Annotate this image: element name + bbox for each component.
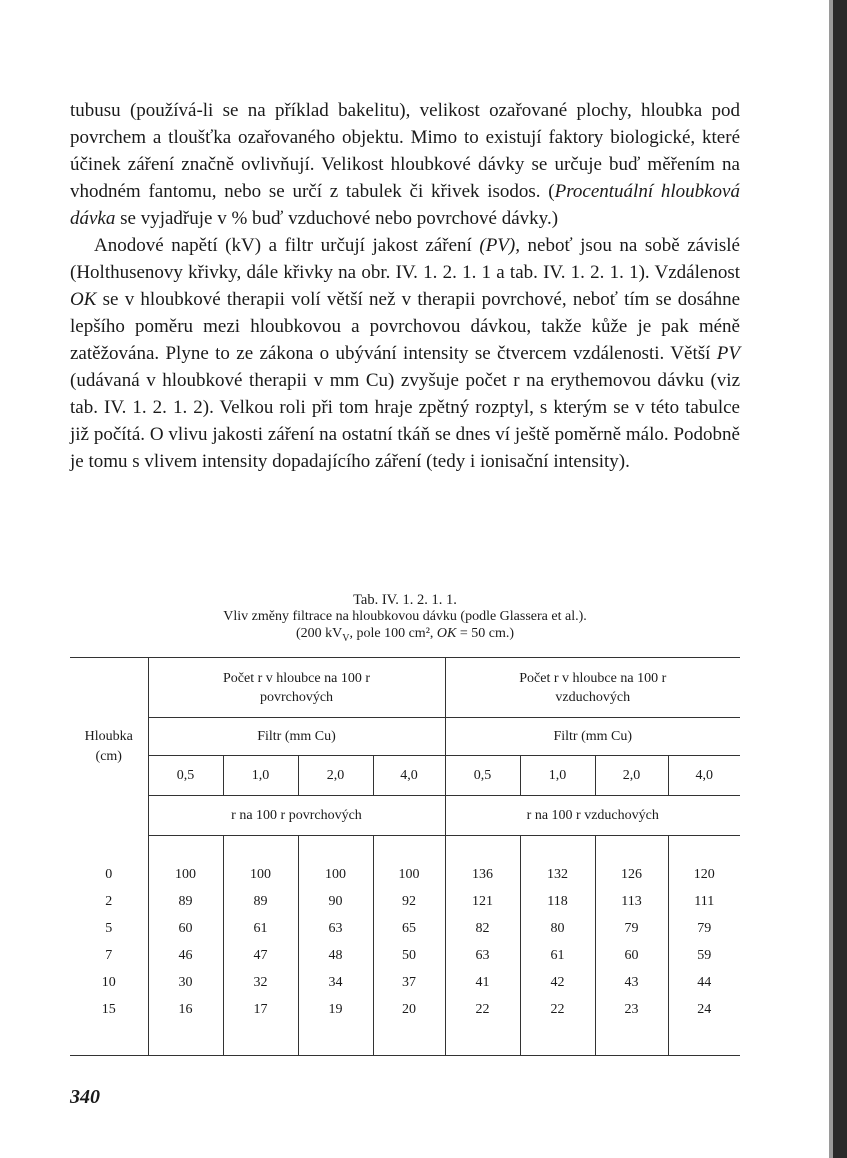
group-header-air: Počet r v hloubce na 100 r vzduchových bbox=[445, 658, 740, 718]
group-header-surface: Počet r v hloubce na 100 r povrchových bbox=[148, 658, 445, 718]
filter-value: 4,0 bbox=[373, 756, 445, 796]
filter-header-surface: Filtr (mm Cu) bbox=[148, 718, 445, 756]
unit-header-air: r na 100 r vzduchových bbox=[445, 796, 740, 836]
filter-value: 1,0 bbox=[520, 756, 595, 796]
table-caption-description: Vliv změny filtrace na hloubkovou dávku (podle Glassera et al.). bbox=[223, 609, 587, 624]
table-row: 2 89 89 90 92 121 118 113 111 bbox=[70, 889, 740, 916]
table-row: 0 100 100 100 100 136 132 126 120 bbox=[70, 862, 740, 889]
depth-dose-table bbox=[70, 657, 740, 1056]
table-row: 7 46 47 48 50 63 61 60 59 bbox=[70, 943, 740, 970]
table-caption-title: Tab. IV. 1. 2. 1. 1. bbox=[353, 592, 457, 608]
table-row: 10 30 32 34 37 41 42 43 44 bbox=[70, 970, 740, 997]
body-text bbox=[70, 97, 740, 475]
table-row: 5 60 61 63 65 82 80 79 79 bbox=[70, 916, 740, 943]
filter-value: 1,0 bbox=[223, 756, 298, 796]
page-edge bbox=[833, 0, 847, 1158]
filter-value: 2,0 bbox=[595, 756, 668, 796]
table-row: 15 16 17 19 20 22 22 23 24 bbox=[70, 997, 740, 1024]
paragraph-2: Anodové napětí (kV) a filtr určují jakost záření (PV), neboť jsou na sobě závislé (Holthusenovy křivky, dále křivky na obr. IV. 1. 2. 1. 1 a tab. IV. 1. 2. 1. 1). Vzdálenost OK se v hloubkové therapii volí větší než v therapii povrchové, neboť tím se dosáhne lepšího poměru mezi hloubkovou a povrchovou dávkou, takže kůže je pak méně zatěžována. Plyne to ze zákona o ubývání intensity se čtvercem vzdálenosti. Větší PV (udávaná v hloubkové therapii v mm Cu) zvyšuje počet r na erythemovou dávku (viz tab. IV. 1. 2. 1. 2). Velkou roli při tom hraje zpětný rozptyl, s kterým se v této tabulce již počítá. O vlivu jakosti záření na ostatní tkáň se dnes ví ještě poměrně málo. Podobně je tomu s vlivem intensity dopadajícího záření (tedy i ionisační intensity). bbox=[70, 235, 740, 472]
filter-value: 4,0 bbox=[668, 756, 740, 796]
depth-header: Hloubka (cm) bbox=[70, 658, 148, 836]
table-caption-conditions: (200 $kV_V$, pole 100 cm², OK = 50 cm.) bbox=[295, 626, 515, 644]
paragraph-1: tubusu (používá-li se na příklad bakelitu), velikost ozařované plochy, hloubka pod povrchem a tloušťka ozařovaného objektu. Mimo to existují faktory biologické, které účinek záření značně ovlivňují. Velikost hloubkové dávky se určuje buď měřením na vhodném fantomu, nebo se určí z tabulek či křivek isodos. (Procentuální hloubková dávka se vyjadřuje v % buď vzduchové nebo povrchové dávky.) bbox=[70, 100, 740, 229]
filter-header-air: Filtr (mm Cu) bbox=[445, 718, 740, 756]
unit-header-surface: r na 100 r povrchových bbox=[148, 796, 445, 836]
filter-value: 2,0 bbox=[298, 756, 373, 796]
filter-value: 0,5 bbox=[148, 756, 223, 796]
filter-value: 0,5 bbox=[445, 756, 520, 796]
page-number: 340 bbox=[70, 1086, 100, 1108]
